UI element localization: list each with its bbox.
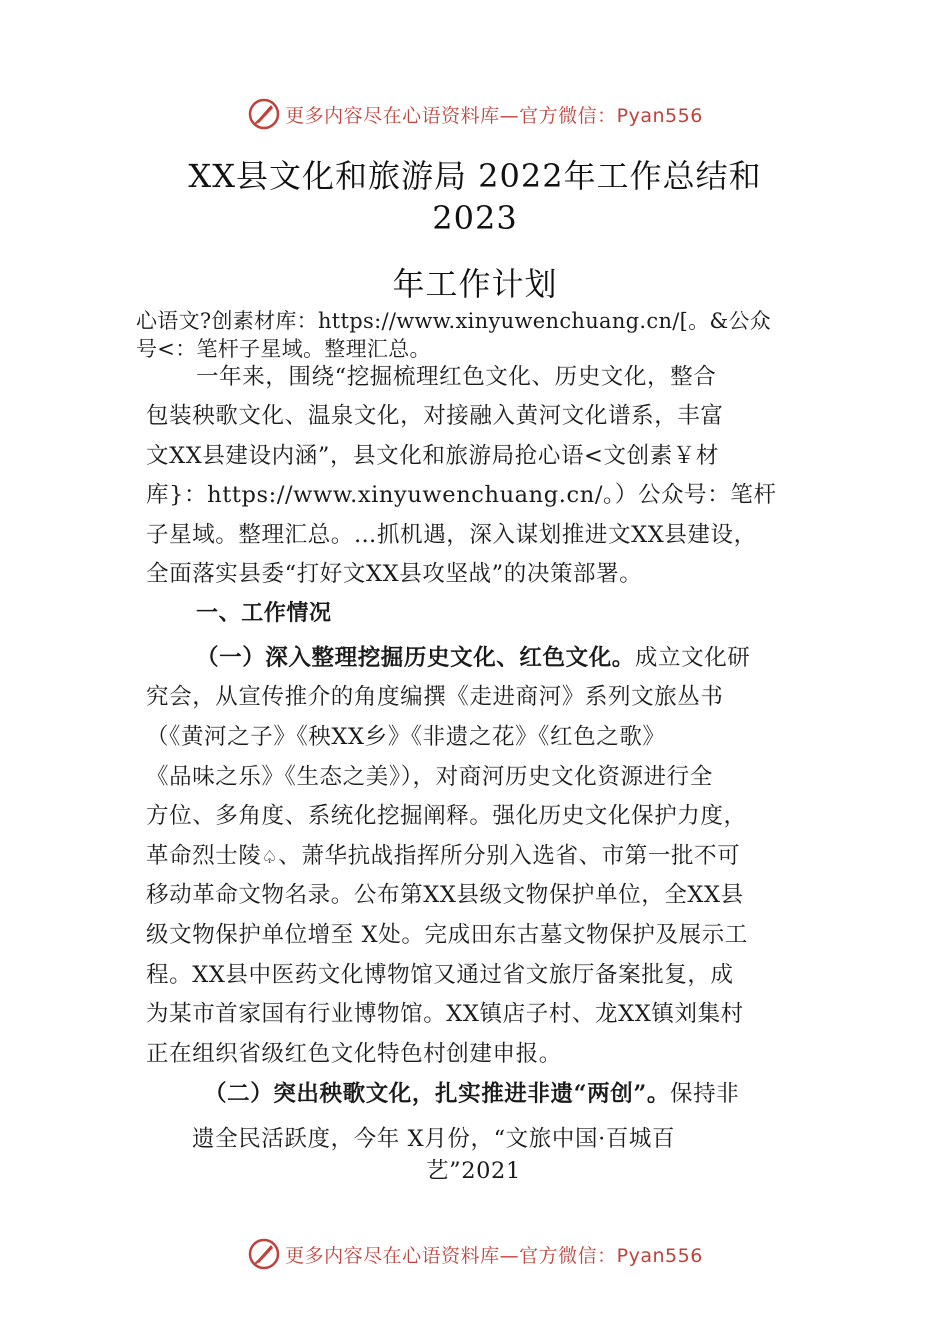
sub2-bold-lead: （二）突出秧歌文化，扎实推进非遗“两创”。 [204,1081,670,1107]
sub1-line-11: 正在组织省级红色文化特色村创建申报。 [146,1041,562,1067]
sub1-line-8: 级文物保护单位增至 X处。完成田东古墓文物保护及展示工 [146,922,748,948]
document-title-line3: 年工作计划 [392,265,558,303]
glyph-symbol: ♤ [261,847,279,868]
intro-line-6: 全面落实县委“打好文XX县攻坚战”的决策部署。 [146,561,643,587]
sub1-line-10: 为某市首家国有行业博物馆。XX镇店子村、龙XX镇刘集村 [146,1001,744,1027]
header-watermark-banner [0,94,950,134]
sub2-line-3: 艺”2021 [426,1158,521,1184]
intro-line-1: 一年来，围绕“挖掘梳理红色文化、历史文化，整合 [196,364,717,390]
intro-line-3: 文XX县建设内涵”，县文化和旅游局抢心语<文创素￥材 [146,443,719,469]
intro-line-4: 库}：https://www.xinyuwenchuang.cn/。）公众号：笔杆 [146,482,777,508]
footer-watermark-banner [0,1234,950,1274]
sub1-first-line [196,643,856,673]
sub1-lead-rest: 成立文化研 [634,645,751,671]
quill-logo-icon [247,97,281,131]
banner-text: 更多内容尽在心语资料库—官方微信：Pyan556 [285,104,703,127]
sub1-line-5: 方位、多角度、系统化挖掘阐释。强化历史文化保护力度， [146,803,747,829]
sub1-line-3: （《黄河之子》《秧XX乡》《非遗之花》《红色之歌》 [146,724,666,750]
sub1-line-7: 移动革命文物名录。公布第XX县级文物保护单位，全XX县 [146,882,744,908]
source-note-line1: 心语文?创素材库：https://www.xinyuwenchuang.cn/[。&公众 [136,309,772,333]
sub1-line-4: 《品味之乐》《生态之美》），对商河历史文化资源进行全 [146,764,713,790]
quill-logo-icon [247,1237,281,1271]
sub1-bold-lead: （一）深入整理挖掘历史文化、红色文化。 [196,645,635,671]
sub1-line-9: 程。XX县中医药文化博物馆又通过省文旅厅备案批复，成 [146,962,734,988]
document-title-line1: XX县文化和旅游局 2022年工作总结和 [188,157,762,195]
sub2-line-2: 遗全民活跃度，今年 X月份，“文旅中国·百城百 [192,1126,676,1152]
section-heading-work-status: 一、工作情况 [196,601,332,626]
sub1-line-6-part2: 、萧华抗战指挥所分别入选省、市第一批不可 [278,843,741,869]
sub1-line-2: 究会，从宣传推介的角度编撰《走进商河》系列文旅丛书 [146,684,724,710]
sub1-line-6 [146,841,806,873]
intro-line-5: 子星域。整理汇总。…抓机遇，深入谋划推进文XX县建设， [146,522,757,548]
source-note-line2: 号<：笔杆子星域。整理汇总。 [136,337,431,361]
intro-line-2: 包装秧歌文化、温泉文化，对接融入黄河文化谱系，丰富 [146,403,724,429]
sub2-lead-rest: 保持非 [670,1081,740,1107]
banner-text: 更多内容尽在心语资料库—官方微信：Pyan556 [285,1244,703,1267]
sub2-first-line [204,1079,864,1109]
document-title-line2: 2023 [432,199,518,237]
sub1-line-6-part1: 革命烈士陵 [146,843,262,869]
